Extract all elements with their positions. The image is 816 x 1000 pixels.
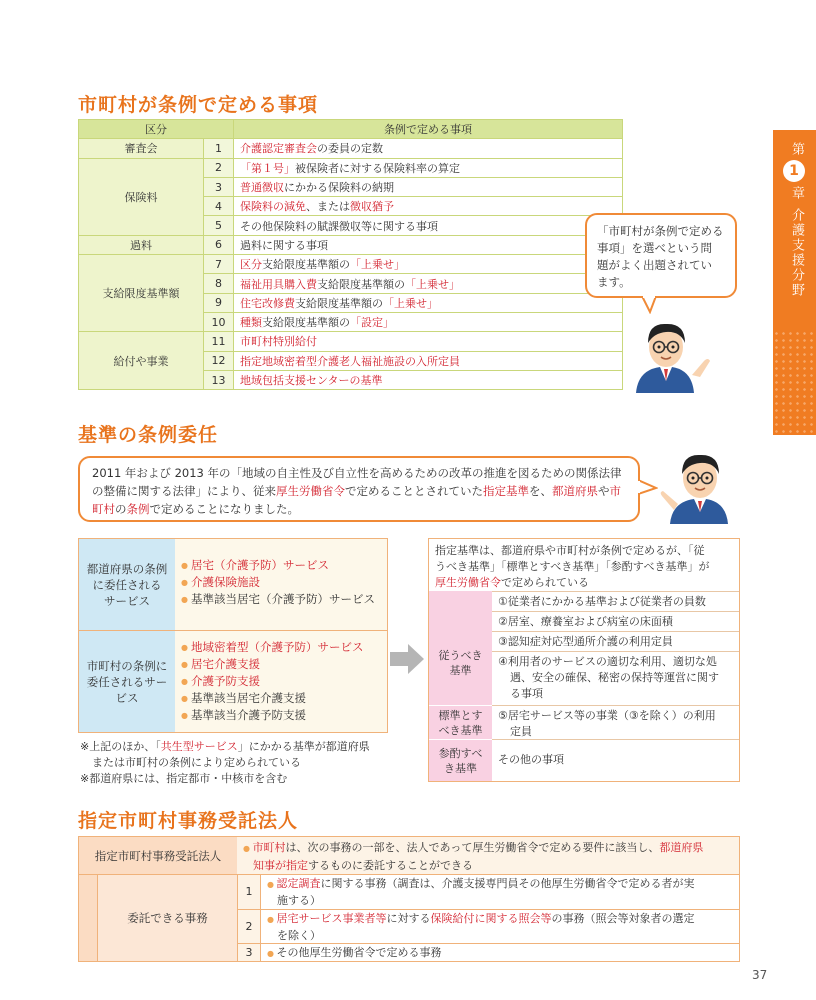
- row-number: 10: [204, 312, 234, 331]
- row-label: 指定市町村事務受託法人: [79, 837, 237, 875]
- reference-category: 参酌すべ き基準: [429, 739, 492, 781]
- indent-strip: [79, 875, 97, 961]
- list-item: ● 基準該当居宅介護支援: [181, 690, 381, 707]
- chapter-suffix: 章: [789, 186, 804, 201]
- row-desc: ● 認定調査に関する事務（調査は、介護支援専門員その他厚生労働省令で定める者が実 施する）: [267, 877, 695, 907]
- sub-label: 委託できる事務: [97, 875, 237, 961]
- row-desc: 過料に関する事項: [234, 235, 623, 254]
- row-number: 3: [204, 177, 234, 196]
- explanation-speech-bubble: [78, 456, 640, 522]
- row-desc: 市町村特別給付: [234, 332, 623, 351]
- prefecture-category: 都道府県の条例 に委任される サービス: [79, 539, 175, 631]
- chapter-title: 介護支援分野: [789, 208, 804, 298]
- row-desc: 住宅改修費支給限度基準額の「上乗せ」: [234, 293, 623, 312]
- bubble-line: の整備に関する法律」により、従来厚生労働省令で定めることとされていた指定基準を、都道府県や市: [92, 484, 621, 498]
- teacher-character-icon: [656, 446, 738, 524]
- row-number: 2: [237, 909, 261, 943]
- footnotes: [80, 739, 370, 787]
- table-row: [79, 255, 623, 274]
- row-number: 7: [204, 255, 234, 274]
- bubble-tail-icon: [640, 296, 660, 314]
- table-row: [79, 332, 623, 351]
- right-arrow-icon: [388, 642, 426, 676]
- chapter-sidebar-tab: [773, 130, 816, 435]
- list-item: ● 基準該当介護予防支援: [181, 707, 381, 724]
- footnote-line: ※都道府県には、指定都市・中核市を含む: [80, 772, 288, 785]
- row-desc: ● 居宅サービス事業者等に対する保険給付に関する照会等の事務（照会等対象者の選定 を除く）: [261, 909, 739, 943]
- footnote-line: ※上記のほか、「共生型サービス」にかかる基準が都道府県: [80, 740, 370, 753]
- list-item: その他の事項: [492, 739, 739, 781]
- row-desc: 地域包括支援センターの基準: [234, 370, 623, 389]
- standard-category: 標準とす べき基準: [429, 705, 492, 739]
- list-item: ②居室、療養室および病室の床面積: [492, 611, 739, 631]
- category-cell: 給付や事業: [79, 332, 204, 390]
- table-header-row: [79, 120, 623, 139]
- row-number: 11: [204, 332, 234, 351]
- row-desc: 保険料の減免、または徴収猶予: [234, 197, 623, 216]
- entrusted-corporation-table: [78, 836, 740, 962]
- list-item: ● 介護予防支援: [181, 673, 381, 690]
- row-number: 8: [204, 274, 234, 293]
- category-cell: 過料: [79, 235, 204, 254]
- page-number: 37: [752, 968, 768, 982]
- row-number: 6: [204, 235, 234, 254]
- list-item: ● 居宅（介護予防）サービス: [181, 557, 381, 574]
- bubble-line: 「市町村が条例で定める: [597, 224, 724, 238]
- row-number: 1: [237, 875, 261, 909]
- list-item: ● 地域密着型（介護予防）サービス: [181, 639, 381, 656]
- bubble-line: 題がよく出題されてい: [597, 258, 712, 272]
- row-desc: 「第１号」被保険者に対する保険料率の算定: [234, 158, 623, 177]
- list-item: ⑤居宅サービス等の事業（③を除く）の利用 定員: [492, 705, 739, 739]
- bubble-line: 2011 年および 2013 年の「地域の自主性及び自立性を高めるための改革の推進を図るための関係法律: [92, 466, 622, 480]
- row-desc: 指定地域密着型介護老人福祉施設の入所定員: [234, 351, 623, 370]
- category-cell: 審査会: [79, 139, 204, 158]
- category-cell: 支給限度基準額: [79, 255, 204, 332]
- bubble-tail-icon: [638, 478, 658, 498]
- teacher-character-icon: [630, 315, 712, 393]
- row-desc: ● 市町村は、次の事務の一部を、法人であって厚生労働省令で定める要件に該当し、都道府県 知事が指定するものに委託することができる: [237, 837, 739, 875]
- bubble-line: 町村の条例で定めることになりました。: [92, 502, 299, 516]
- tip-speech-bubble: [585, 213, 737, 298]
- row-number: 9: [204, 293, 234, 312]
- delegated-services-box: [78, 538, 388, 733]
- section-title-municipal-ordinance: 市町村が条例で定める事項: [78, 94, 319, 116]
- row-number: 13: [204, 370, 234, 389]
- bubble-line: ます。: [597, 275, 631, 289]
- row-desc: 区分支給限度基準額の「上乗せ」: [234, 255, 623, 274]
- table-row: [79, 158, 623, 177]
- standards-types-box: [428, 538, 740, 782]
- municipal-services-list: [175, 631, 387, 732]
- list-item: ● 介護保険施設: [181, 574, 381, 591]
- row-desc: 介護認定審査会の委員の定数: [234, 139, 623, 158]
- must-follow-category: 従うべき 基準: [429, 591, 492, 735]
- prefecture-services-list: [175, 539, 387, 631]
- table-row: [79, 139, 623, 158]
- section-title-entrusted-corporation: 指定市町村事務受託法人: [78, 810, 299, 832]
- list-item: ● 居宅介護支援: [181, 656, 381, 673]
- list-item: ● 基準該当居宅（介護予防）サービス: [181, 591, 381, 608]
- chapter-number-badge: 1: [783, 160, 805, 182]
- list-item: ③認知症対応型通所介護の利用定員: [492, 631, 739, 651]
- standards-intro: 指定基準は、都道府県や市町村が条例で定めるが、「従 うべき基準」「標準とすべき基準」「参酌すべき基準」が 厚生労働省令で定められている: [435, 544, 710, 589]
- header-items: 条例で定める事項: [234, 120, 623, 139]
- header-category: 区分: [79, 120, 234, 139]
- row-desc: 普通徴収にかかる保険料の納期: [234, 177, 623, 196]
- row-desc: 福祉用具購入費支給限度基準額の「上乗せ」: [234, 274, 623, 293]
- list-item: ④利用者のサービスの適切な利用、適切な処 遇、安全の確保、秘密の保持等運営に関す る事項: [492, 651, 739, 705]
- municipal-category: 市町村の条例に 委任されるサー ビス: [79, 631, 175, 732]
- row-number: 1: [204, 139, 234, 158]
- category-cell: 保険料: [79, 158, 204, 235]
- row-desc: その他保険料の賦課徴収等に関する事項: [234, 216, 623, 235]
- section-title-standards-delegation: 基準の条例委任: [78, 424, 219, 446]
- footnote-line: または市町村の条例により定められている: [92, 756, 301, 769]
- row-number: 4: [204, 197, 234, 216]
- bubble-line: 事項」を選べという問: [597, 241, 712, 255]
- ordinance-items-table: [78, 119, 623, 390]
- row-number: 5: [204, 216, 234, 235]
- row-number: 2: [204, 158, 234, 177]
- row-number: 12: [204, 351, 234, 370]
- chapter-prefix: 第: [789, 142, 804, 157]
- list-item: ①従業者にかかる基準および従業者の員数: [492, 591, 739, 611]
- row-desc: ● その他厚生労働省令で定める事務: [261, 943, 739, 961]
- table-row: [79, 235, 623, 254]
- row-desc: 種類支給限度基準額の「設定」: [234, 312, 623, 331]
- row-number: 3: [237, 943, 261, 961]
